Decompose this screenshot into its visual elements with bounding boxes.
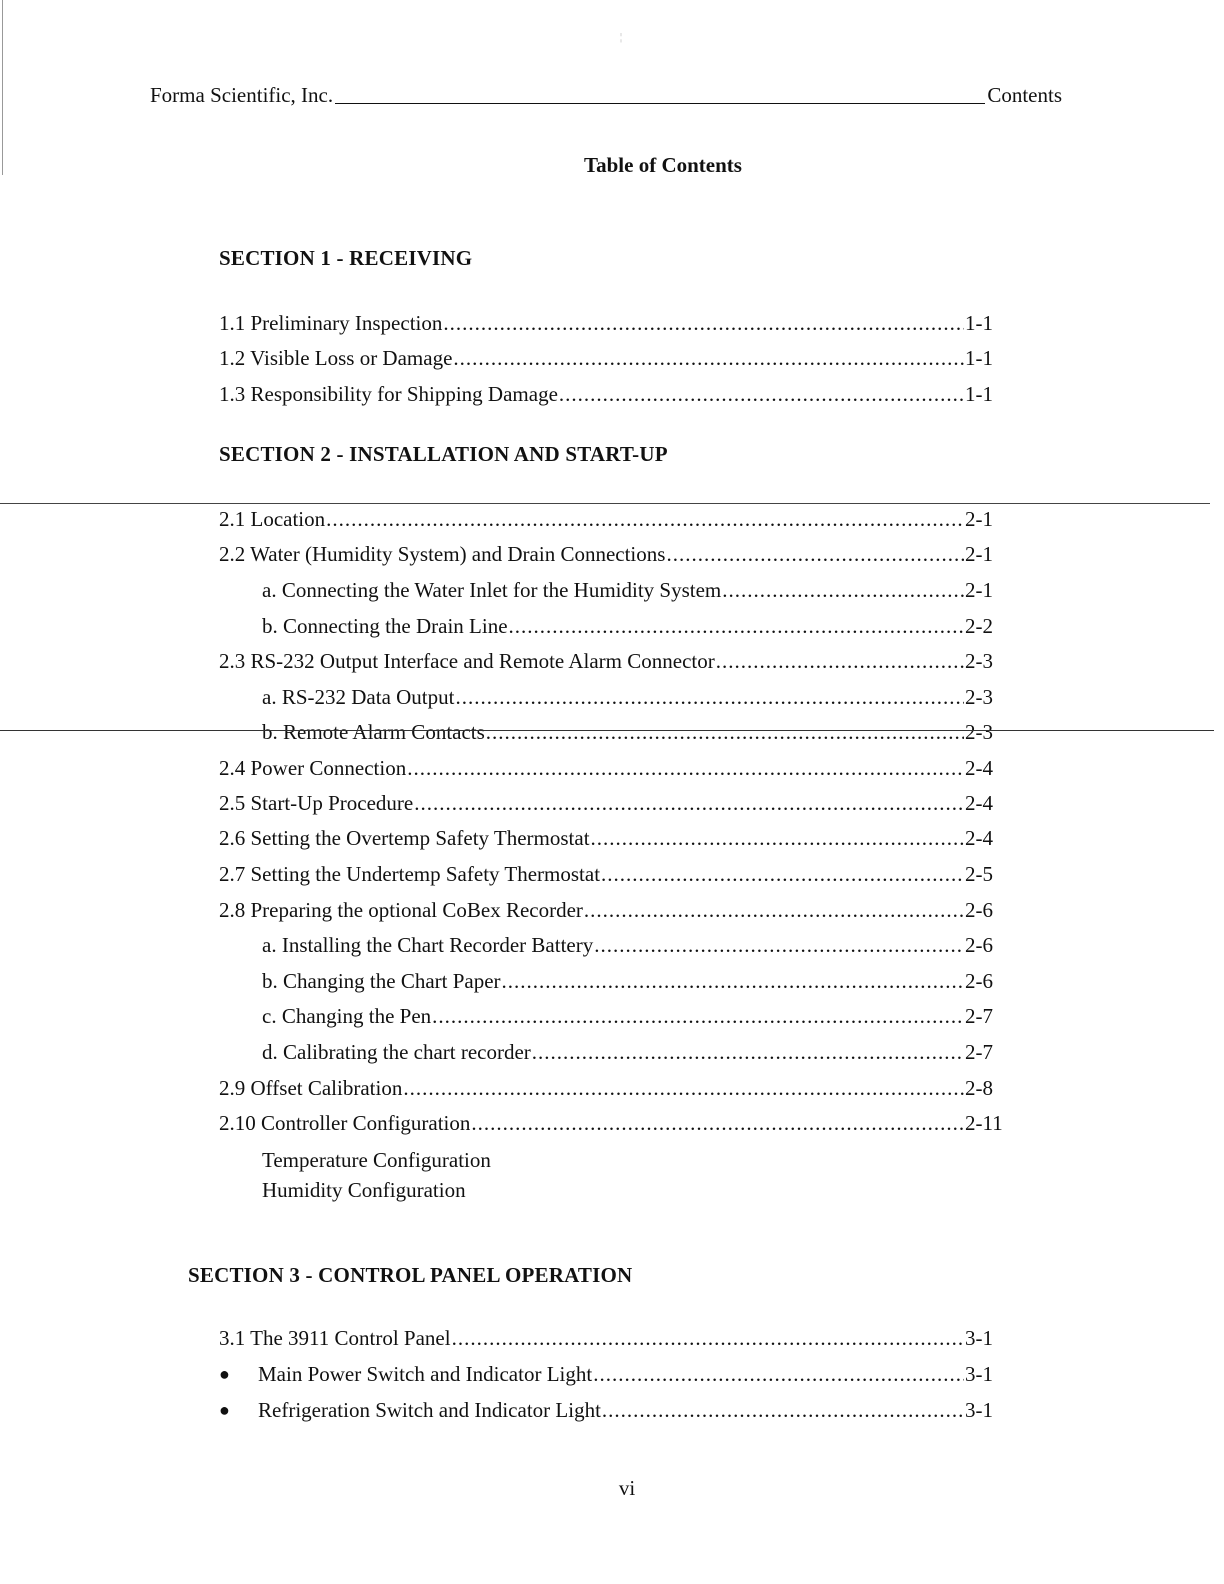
leader-dots [716,649,964,674]
toc-entry [219,862,995,888]
toc-entry-page: 2-1 [965,578,993,602]
leader-dots [532,1040,964,1065]
leader-dots [486,720,964,745]
toc-entry-page: 1-1 [965,346,993,370]
toc-entry-label: 2.7 Setting the Undertemp Safety Thermostat [219,862,601,886]
bullet-icon: ● [219,1400,230,1420]
toc-entry-page: 2-3 [965,685,993,709]
header-company: Forma Scientific, Inc. [150,83,334,107]
toc-entry-page: 1-1 [965,311,993,335]
toc-entry [258,1398,995,1424]
scan-line [0,503,1210,504]
toc-entry [219,649,995,675]
toc-entry [219,311,995,337]
toc-entry-page: 2-1 [965,507,993,531]
toc-entry [219,898,995,924]
page-title: Table of Contents [584,153,742,177]
toc-subentry [262,720,995,746]
toc-entry-page: 2-4 [965,791,993,815]
toc-entry [219,382,995,408]
leader-dots [443,311,964,336]
leader-dots [722,578,964,603]
scan-margin-line [2,0,3,175]
leader-dots [403,1076,964,1101]
leader-dots [593,1362,964,1387]
toc-entry-page: 2-5 [965,862,993,886]
toc-entry-label: a. Connecting the Water Inlet for the Humidity System [262,578,722,602]
toc-sub-item: Humidity Configuration [262,1178,466,1202]
toc-entry [219,542,995,568]
toc-subentry [262,969,995,995]
leader-dots [452,1326,964,1351]
leader-dots [584,898,964,923]
toc-entry-label: d. Calibrating the chart recorder [262,1040,531,1064]
section-1-heading: SECTION 1 - RECEIVING [219,246,473,270]
page-header [150,78,1062,108]
leader-dots [602,1398,964,1423]
toc-entry-label: 2.9 Offset Calibration [219,1076,403,1100]
leader-dots [471,1111,964,1136]
toc-entry-page: 3-1 [965,1398,993,1422]
toc-subentry [262,578,995,604]
section-2-heading: SECTION 2 - INSTALLATION AND START-UP [219,442,668,466]
leader-dots [591,826,964,851]
leader-dots [601,862,964,887]
leader-dots [432,1004,964,1029]
toc-entry-page: 2-7 [965,1004,993,1028]
toc-entry-label: 2.4 Power Connection [219,756,407,780]
toc-entry [219,791,995,817]
leader-dots [509,614,964,639]
toc-entry [219,826,995,852]
toc-entry-label: 2.3 RS-232 Output Interface and Remote Alarm Connector [219,649,715,673]
toc-subentry [262,1040,995,1066]
leader-dots [414,791,964,816]
toc-entry-label: b. Remote Alarm Contacts [262,720,485,744]
toc-entry [219,346,995,372]
toc-entry [219,756,995,782]
toc-entry-page: 2-8 [965,1076,993,1100]
toc-entry-label: Refrigeration Switch and Indicator Light [258,1398,601,1422]
toc-entry [219,507,995,533]
toc-subentry [262,1004,995,1030]
leader-dots [559,382,964,407]
toc-entry-label: c. Changing the Pen [262,1004,432,1028]
toc-subentry [262,685,995,711]
toc-entry-page: 2-11 [965,1111,1003,1135]
section-3-heading: SECTION 3 - CONTROL PANEL OPERATION [188,1263,633,1287]
toc-entry-page: 2-3 [965,720,993,744]
bullet-icon: ● [219,1364,230,1384]
toc-entry [219,1326,995,1352]
leader-dots [455,685,964,710]
leader-dots [326,507,964,532]
toc-entry-label: 1.2 Visible Loss or Damage [219,346,453,370]
toc-entry-label: Main Power Switch and Indicator Light [258,1362,593,1386]
leader-dots [453,346,964,371]
toc-sub-item: Temperature Configuration [262,1148,491,1172]
toc-subentry [262,933,995,959]
toc-entry-label: 2.6 Setting the Overtemp Safety Thermostat [219,826,590,850]
toc-entry-page: 2-6 [965,969,993,993]
toc-entry-page: 2-6 [965,933,993,957]
header-rule [335,103,985,104]
toc-entry-label: 1.3 Responsibility for Shipping Damage [219,382,558,406]
toc-entry-label: 3.1 The 3911 Control Panel [219,1326,451,1350]
toc-entry-page: 2-3 [965,649,993,673]
leader-dots [666,542,964,567]
toc-entry-page: 2-2 [965,614,993,638]
leader-dots [594,933,964,958]
toc-entry-page: 2-4 [965,756,993,780]
toc-entry-page: 2-6 [965,898,993,922]
page-number: vi [618,1476,636,1500]
scan-line [0,730,1214,731]
toc-entry-label: 2.1 Location [219,507,326,531]
header-contents-label: Contents [987,83,1062,107]
toc-entry [219,1111,1009,1137]
toc-entry-page: 3-1 [965,1326,993,1350]
toc-entry [219,1076,995,1102]
toc-entry-page: 2-1 [965,542,993,566]
toc-entry-label: 2.2 Water (Humidity System) and Drain Connections [219,542,666,566]
toc-entry-label: 2.8 Preparing the optional CoBex Recorder [219,898,583,922]
toc-entry-label: b. Changing the Chart Paper [262,969,501,993]
toc-entry-label: 2.10 Controller Configuration [219,1111,471,1135]
toc-entry-label: a. Installing the Chart Recorder Battery [262,933,594,957]
toc-entry-label: a. RS-232 Data Output [262,685,455,709]
toc-entry-label: b. Connecting the Drain Line [262,614,508,638]
toc-entry-label: 1.1 Preliminary Inspection [219,311,443,335]
toc-entry-page: 2-4 [965,826,993,850]
leader-dots [502,969,964,994]
toc-entry [258,1362,995,1388]
scan-speck: ¦ [620,32,623,43]
toc-entry-label: 2.5 Start-Up Procedure [219,791,414,815]
toc-entry-page: 1-1 [965,382,993,406]
toc-entry-page: 3-1 [965,1362,993,1386]
toc-subentry [262,614,995,640]
toc-entry-page: 2-7 [965,1040,993,1064]
leader-dots [407,756,964,781]
